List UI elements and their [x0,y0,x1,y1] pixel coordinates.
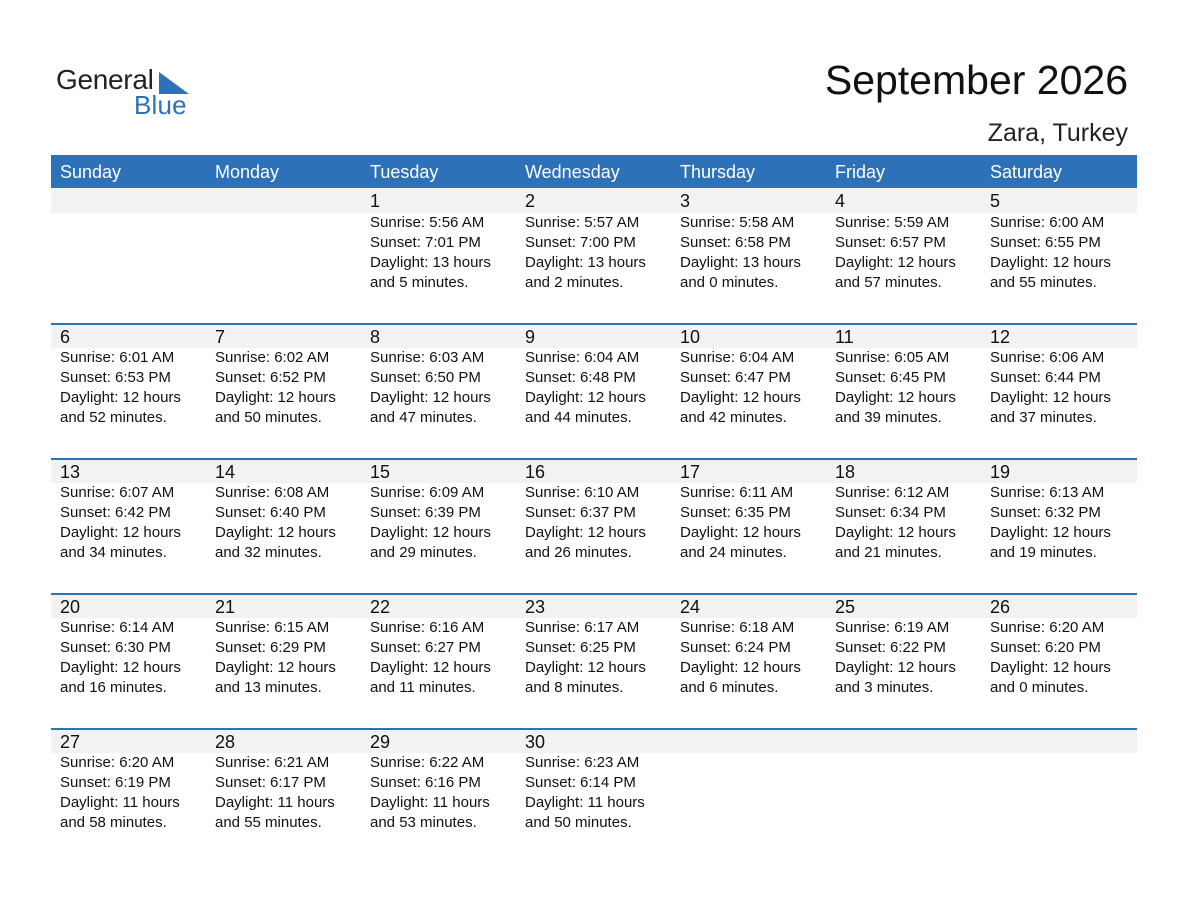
daylight-minutes-text: and 29 minutes. [370,544,477,561]
day-cell [516,730,671,833]
daylight-minutes-text: and 37 minutes. [990,409,1097,426]
sunrise-text: Sunrise: 6:08 AM [215,484,330,501]
sunrise-text: Sunrise: 6:20 AM [990,619,1105,636]
day-number: 10 [680,327,701,347]
sunrise-text: Sunrise: 6:05 AM [835,349,950,366]
day-cell [671,325,826,428]
daylight-text: Daylight: 13 hours [525,254,646,271]
sunset-text: Sunset: 6:20 PM [990,639,1101,656]
day-cell [361,460,516,563]
day-number: 6 [60,327,71,347]
daylight-minutes-text: and 44 minutes. [525,409,632,426]
day-number: 5 [990,191,1001,211]
daylight-text: Daylight: 12 hours [835,524,956,541]
daylight-text: Daylight: 12 hours [370,524,491,541]
daylight-minutes-text: and 16 minutes. [60,679,167,696]
day-cell [206,730,361,833]
sunrise-text: Sunrise: 6:07 AM [60,484,175,501]
daylight-text: Daylight: 12 hours [60,659,181,676]
sunrise-text: Sunrise: 6:14 AM [60,619,175,636]
day-number: 23 [525,597,546,617]
empty-day-cell [206,188,361,293]
day-cell [361,188,516,293]
day-number: 9 [525,327,536,347]
day-number: 12 [990,327,1011,347]
sunrise-text: Sunrise: 6:22 AM [370,754,485,771]
daylight-minutes-text: and 53 minutes. [370,814,477,831]
daylight-minutes-text: and 2 minutes. [525,274,624,291]
sunset-text: Sunset: 6:37 PM [525,504,636,521]
day-number: 24 [680,597,701,617]
day-cell [981,460,1136,563]
daylight-text: Daylight: 12 hours [835,389,956,406]
day-cell [671,188,826,293]
daylight-minutes-text: and 0 minutes. [990,679,1089,696]
sunrise-text: Sunrise: 6:19 AM [835,619,950,636]
weekday-header [51,155,1137,188]
sunset-text: Sunset: 6:24 PM [680,639,791,656]
day-number: 8 [370,327,381,347]
sunrise-text: Sunrise: 6:06 AM [990,349,1105,366]
day-cell [516,188,671,293]
empty-day-cell [671,730,826,833]
sunset-text: Sunset: 6:58 PM [680,234,791,251]
daylight-minutes-text: and 55 minutes. [215,814,322,831]
daylight-minutes-text: and 13 minutes. [215,679,322,696]
weekday-thursday: Thursday [680,162,756,182]
logo-general-text: General [56,64,154,95]
sunset-text: Sunset: 6:27 PM [370,639,481,656]
sunset-text: Sunset: 6:47 PM [680,369,791,386]
day-number: 19 [990,462,1011,482]
sunrise-text: Sunrise: 6:23 AM [525,754,640,771]
daylight-minutes-text: and 32 minutes. [215,544,322,561]
sunset-text: Sunset: 7:00 PM [525,234,636,251]
day-cell [981,188,1136,293]
day-cell [516,595,671,698]
daylight-minutes-text: and 11 minutes. [370,679,476,696]
sunset-text: Sunset: 6:44 PM [990,369,1101,386]
daylight-minutes-text: and 39 minutes. [835,409,942,426]
daylight-minutes-text: and 26 minutes. [525,544,632,561]
daylight-text: Daylight: 11 hours [215,794,335,811]
day-number: 22 [370,597,391,617]
day-cell [981,595,1136,698]
daylight-minutes-text: and 6 minutes. [680,679,779,696]
sunrise-text: Sunrise: 6:16 AM [370,619,485,636]
sunset-text: Sunset: 6:55 PM [990,234,1101,251]
weekday-tuesday: Tuesday [370,162,439,182]
day-number: 3 [680,191,691,211]
day-cell [51,325,206,428]
daylight-text: Daylight: 12 hours [680,659,801,676]
sunrise-text: Sunrise: 6:04 AM [680,349,795,366]
week-row [51,458,1137,593]
week-row [51,593,1137,728]
day-number: 14 [215,462,236,482]
day-cell [671,595,826,698]
daylight-text: Daylight: 12 hours [525,524,646,541]
sunrise-text: Sunrise: 6:10 AM [525,484,640,501]
sunrise-text: Sunrise: 6:21 AM [215,754,330,771]
week-cells [51,325,1137,428]
day-cell [206,595,361,698]
sunrise-text: Sunrise: 6:12 AM [835,484,950,501]
day-cell [826,460,981,563]
daylight-minutes-text: and 34 minutes. [60,544,167,561]
day-number: 13 [60,462,81,482]
week-cells [51,730,1137,833]
daylight-text: Daylight: 12 hours [370,659,491,676]
daylight-text: Daylight: 11 hours [525,794,645,811]
sunrise-text: Sunrise: 6:15 AM [215,619,330,636]
day-number: 15 [370,462,391,482]
sunrise-text: Sunrise: 6:17 AM [525,619,640,636]
sunset-text: Sunset: 6:14 PM [525,774,636,791]
daylight-minutes-text: and 19 minutes. [990,544,1097,561]
day-cell [51,595,206,698]
sunset-text: Sunset: 6:29 PM [215,639,326,656]
daylight-minutes-text: and 50 minutes. [215,409,322,426]
empty-day-cell [981,730,1136,833]
daylight-minutes-text: and 58 minutes. [60,814,167,831]
week-row [51,188,1137,323]
daylight-minutes-text: and 52 minutes. [60,409,167,426]
week-cells [51,188,1137,293]
sunset-text: Sunset: 6:22 PM [835,639,946,656]
day-number: 25 [835,597,856,617]
day-number: 30 [525,732,546,752]
daylight-text: Daylight: 12 hours [60,389,181,406]
day-cell [981,325,1136,428]
logo-blue-text: Blue [134,90,187,120]
daylight-text: Daylight: 11 hours [370,794,490,811]
sunset-text: Sunset: 6:57 PM [835,234,946,251]
weekday-friday: Friday [835,162,886,182]
sunrise-text: Sunrise: 5:56 AM [370,214,485,231]
day-number: 20 [60,597,81,617]
daylight-text: Daylight: 12 hours [835,254,956,271]
week-cells [51,595,1137,698]
sunrise-text: Sunrise: 6:13 AM [990,484,1105,501]
day-cell [51,730,206,833]
sunset-text: Sunset: 6:40 PM [215,504,326,521]
sunrise-text: Sunrise: 5:58 AM [680,214,795,231]
daylight-minutes-text: and 3 minutes. [835,679,934,696]
day-cell [206,460,361,563]
daylight-text: Daylight: 12 hours [990,254,1111,271]
day-cell [671,460,826,563]
sunrise-text: Sunrise: 6:02 AM [215,349,330,366]
day-cell [51,460,206,563]
day-number: 7 [215,327,226,347]
day-number: 21 [215,597,236,617]
daylight-text: Daylight: 12 hours [215,524,336,541]
daylight-minutes-text: and 42 minutes. [680,409,787,426]
day-cell [826,325,981,428]
general-blue-logo [56,64,206,120]
daylight-minutes-text: and 47 minutes. [370,409,477,426]
week-row [51,728,1137,863]
sunrise-text: Sunrise: 6:09 AM [370,484,485,501]
sunset-text: Sunset: 6:45 PM [835,369,946,386]
daylight-text: Daylight: 12 hours [525,389,646,406]
sunset-text: Sunset: 6:39 PM [370,504,481,521]
daylight-text: Daylight: 12 hours [680,389,801,406]
weekday-wednesday: Wednesday [525,162,620,182]
sunset-text: Sunset: 6:53 PM [60,369,171,386]
day-cell [826,188,981,293]
sunset-text: Sunset: 6:50 PM [370,369,481,386]
sunrise-text: Sunrise: 6:00 AM [990,214,1105,231]
sunset-text: Sunset: 6:32 PM [990,504,1101,521]
daylight-text: Daylight: 13 hours [680,254,801,271]
sunset-text: Sunset: 6:48 PM [525,369,636,386]
day-number: 17 [680,462,701,482]
day-number: 29 [370,732,391,752]
daylight-text: Daylight: 13 hours [370,254,491,271]
sunrise-text: Sunrise: 6:04 AM [525,349,640,366]
sunrise-text: Sunrise: 5:59 AM [835,214,950,231]
week-cells [51,460,1137,563]
day-cell [516,325,671,428]
daylight-text: Daylight: 12 hours [215,659,336,676]
day-number: 16 [525,462,546,482]
sunrise-text: Sunrise: 6:01 AM [60,349,175,366]
calendar-grid [51,155,1137,863]
daylight-minutes-text: and 57 minutes. [835,274,942,291]
weekday-monday: Monday [215,162,280,182]
daylight-minutes-text: and 8 minutes. [525,679,624,696]
day-number: 26 [990,597,1011,617]
day-number: 27 [60,732,81,752]
daylight-minutes-text: and 24 minutes. [680,544,787,561]
day-number: 18 [835,462,856,482]
sunrise-text: Sunrise: 5:57 AM [525,214,640,231]
sunset-text: Sunset: 6:17 PM [215,774,326,791]
weekday-sunday: Sunday [60,162,122,182]
weekday-saturday: Saturday [990,162,1063,182]
sunrise-text: Sunrise: 6:18 AM [680,619,795,636]
week-row [51,323,1137,458]
daylight-minutes-text: and 21 minutes. [835,544,942,561]
day-number: 11 [835,327,854,347]
day-number: 1 [370,191,381,211]
daylight-text: Daylight: 12 hours [215,389,336,406]
sunset-text: Sunset: 6:16 PM [370,774,481,791]
sunset-text: Sunset: 6:25 PM [525,639,636,656]
sunrise-text: Sunrise: 6:11 AM [680,484,794,501]
daylight-text: Daylight: 12 hours [60,524,181,541]
sunset-text: Sunset: 6:34 PM [835,504,946,521]
daylight-minutes-text: and 0 minutes. [680,274,779,291]
sunset-text: Sunset: 6:19 PM [60,774,171,791]
day-number: 28 [215,732,236,752]
daylight-minutes-text: and 50 minutes. [525,814,632,831]
day-cell [206,325,361,428]
sunset-text: Sunset: 7:01 PM [370,234,481,251]
day-cell [361,325,516,428]
location-label: Zara, Turkey [987,119,1128,147]
sunrise-text: Sunrise: 6:03 AM [370,349,485,366]
daylight-text: Daylight: 12 hours [990,389,1111,406]
daylight-text: Daylight: 12 hours [990,659,1111,676]
daylight-minutes-text: and 55 minutes. [990,274,1097,291]
sunrise-text: Sunrise: 6:20 AM [60,754,175,771]
day-cell [516,460,671,563]
daylight-text: Daylight: 12 hours [370,389,491,406]
day-number: 2 [525,191,536,211]
sunset-text: Sunset: 6:52 PM [215,369,326,386]
day-cell [361,730,516,833]
empty-day-cell [826,730,981,833]
day-number: 4 [835,191,846,211]
daylight-minutes-text: and 5 minutes. [370,274,469,291]
page-title: September 2026 [824,57,1128,103]
daylight-text: Daylight: 12 hours [835,659,956,676]
sunset-text: Sunset: 6:30 PM [60,639,171,656]
daylight-text: Daylight: 12 hours [990,524,1111,541]
daylight-text: Daylight: 11 hours [60,794,180,811]
sunset-text: Sunset: 6:42 PM [60,504,171,521]
sunset-text: Sunset: 6:35 PM [680,504,791,521]
empty-day-cell [51,188,206,293]
weeks-container [51,188,1137,863]
daylight-text: Daylight: 12 hours [525,659,646,676]
day-cell [826,595,981,698]
day-cell [361,595,516,698]
daylight-text: Daylight: 12 hours [680,524,801,541]
